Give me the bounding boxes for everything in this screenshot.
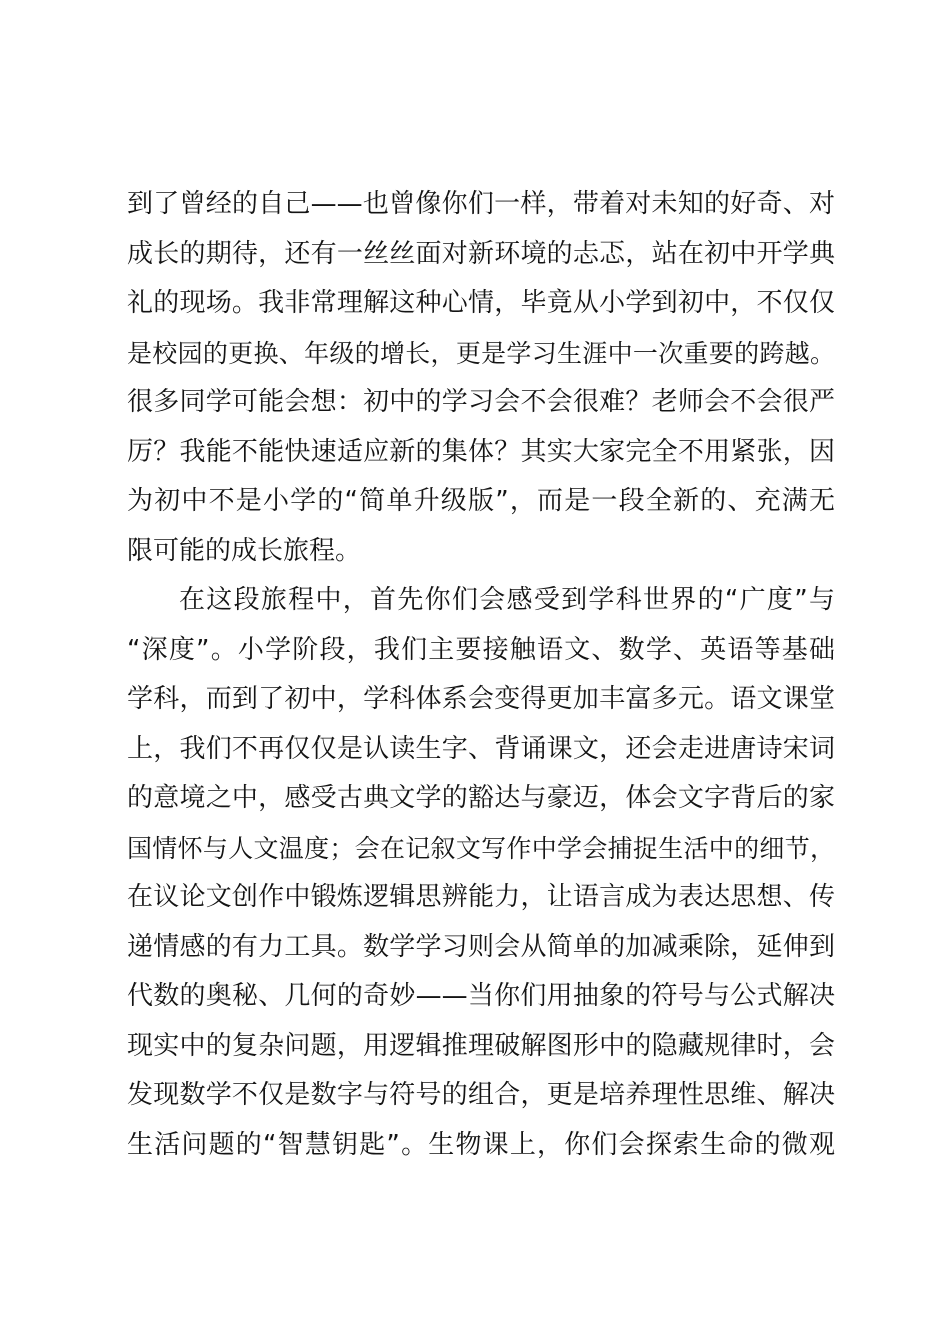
text-line: 国情怀与人文温度；会在记叙文写作中学会捕捉生活中的细节， [127, 833, 835, 863]
body-text [127, 180, 835, 1170]
text-line: 在这段旅程中，首先你们会感受到学科世界的“广度”与 [179, 585, 835, 615]
text-line: 限可能的成长旅程。 [127, 535, 362, 566]
text-line: 发现数学不仅是数字与符号的组合，更是培养理性思维、解决 [127, 1080, 835, 1110]
text-line: “深度”。小学阶段，我们主要接触语文、数学、英语等基础 [127, 634, 835, 665]
text-line: 在议论文创作中锻炼逻辑思辨能力，让语言成为表达思想、传 [127, 882, 835, 912]
text-line: 现实中的复杂问题，用逻辑推理破解图形中的隐藏规律时，会 [127, 1030, 835, 1061]
text-line: 上，我们不再仅仅是认读生字、背诵课文，还会走进唐诗宋词 [127, 733, 835, 764]
text-line: 递情感的有力工具。数学学习则会从简单的加减乘除，延伸到 [127, 931, 835, 962]
text-line: 厉？我能不能快速适应新的集体？其实大家完全不用紧张，因 [127, 436, 835, 467]
text-line: 学科，而到了初中，学科体系会变得更加丰富多元。语文课堂 [127, 684, 835, 714]
text-line: 到了曾经的自己——也曾像你们一样，带着对未知的好奇、对 [127, 189, 835, 219]
text-line: 代数的奥秘、几何的奇妙——当你们用抽象的符号与公式解决 [127, 981, 835, 1011]
text-line: 礼的现场。我非常理解这种心情，毕竟从小学到初中，不仅仅 [127, 288, 835, 318]
text-line: 是校园的更换、年级的增长，更是学习生涯中一次重要的跨越。 [127, 338, 835, 368]
text-line: 为初中不是小学的“简单升级版”，而是一段全新的、充满无 [127, 486, 835, 516]
text-line: 成长的期待，还有一丝丝面对新环境的忐忑，站在初中开学典 [127, 238, 835, 269]
text-line: 很多同学可能会想：初中的学习会不会很难？老师会不会很严 [127, 387, 835, 417]
text-line: 的意境之中，感受古典文学的豁达与豪迈，体会文字背后的家 [127, 783, 835, 813]
text-line: 生活问题的“智慧钥匙”。生物课上，你们会探索生命的微观 [127, 1129, 835, 1160]
